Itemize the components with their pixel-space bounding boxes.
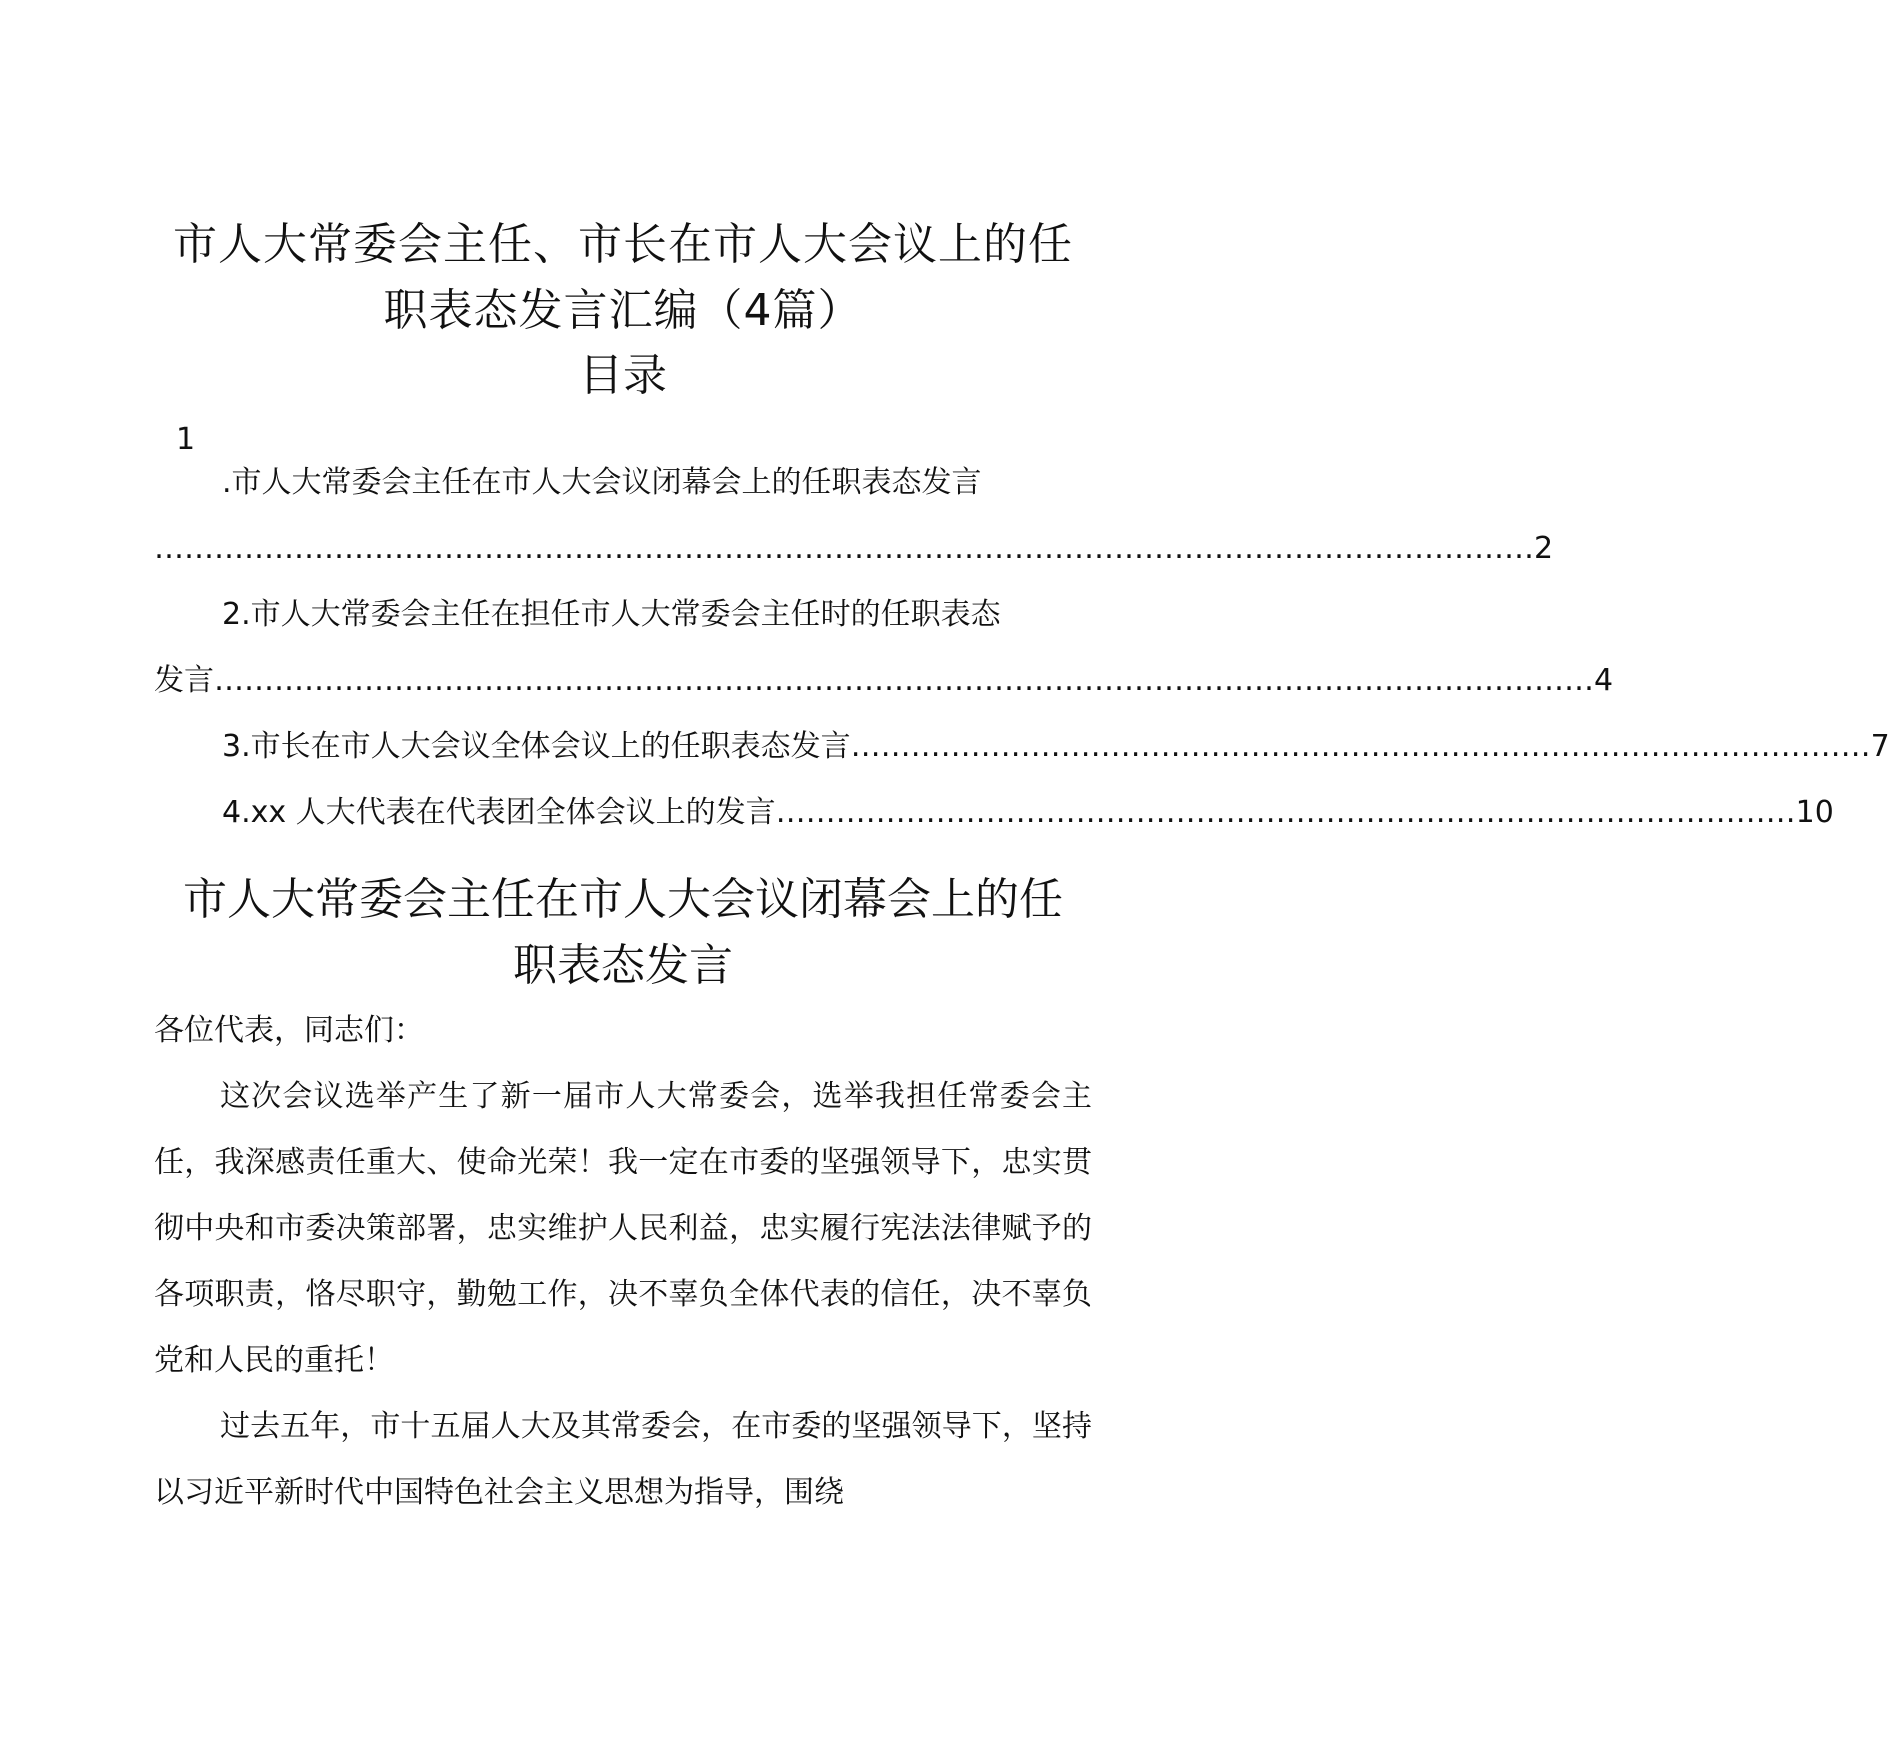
toc-item-2-leader-line [154,648,1614,714]
speech-paragraph-1: 这次会议选举产生了新一届市人大常委会，选举我担任常委会主任，我深感责任重大、使命光荣！我一定在市委的坚强领导下，忠实贯彻中央和市委决策部署，忠实维护人民利益，忠实履行宪法法律赋予的各项职责，恪尽职守，勤勉工作，决不辜负全体代表的信任，决不辜负党和人民的重托！ [154,1079,1092,1378]
toc-leader-dots: ………………………………………………………………………………………………………………………… [214,663,1594,698]
toc-item-2-title: 2.市人大常委会主任在担任市人大常委会主任时的任职表态 [222,597,1001,632]
toc-item-2-title-cont: 发言 [154,663,214,698]
speech-title-line2: 职表态发言 [513,940,733,991]
toc-item-3-page: 7 [1870,729,1890,764]
toc-item-1[interactable] [154,450,1554,582]
document-title [154,212,1092,344]
toc-leader-dots: ………………………………………………………………………………………… [775,795,1796,830]
toc-leading-number: 1 [176,422,196,457]
toc-item-3-line [154,714,1890,780]
speech-title [154,867,1092,999]
speech-salutation: 各位代表，同志们： [154,1013,424,1048]
document-title-line1: 市人大常委会主任、市长在市人大会议上的任 [173,219,1073,270]
toc-item-3-title: 3.市长在市人大会议全体会议上的任职表态发言 [222,729,851,764]
toc-item-1-title: .市人大常委会主任在市人大会议闭幕会上的任职表态发言 [222,465,982,500]
toc-item-4-line [154,780,1834,846]
toc-item-4-title: 4.xx 人大代表在代表团全体会议上的发言 [222,795,776,830]
speech-paragraph-2: 过去五年，市十五届人大及其常委会，在市委的坚强领导下，坚持以习近平新时代中国特色社会主义思想为指导，围绕 [154,1409,1092,1510]
toc-item-1-leader-line [154,516,1554,582]
toc-item-1-page: 2 [1534,531,1554,566]
toc-leader-dots: ………………………………………………………………………………………… [850,729,1871,764]
toc-item-2-page: 4 [1594,663,1614,698]
toc-item-3[interactable] [154,714,1890,780]
document-title-line2: 职表态发言汇编（4篇） [383,285,863,336]
toc-heading: 目录 [579,350,667,401]
toc-item-4-page: 10 [1795,795,1834,830]
toc-item-2[interactable] [154,582,1614,714]
toc-leader-dots: ………………………………………………………………………………………………………………………… [154,531,1534,566]
speech-title-line1: 市人大常委会主任在市人大会议闭幕会上的任 [183,874,1063,925]
toc-item-4[interactable] [154,780,1834,846]
